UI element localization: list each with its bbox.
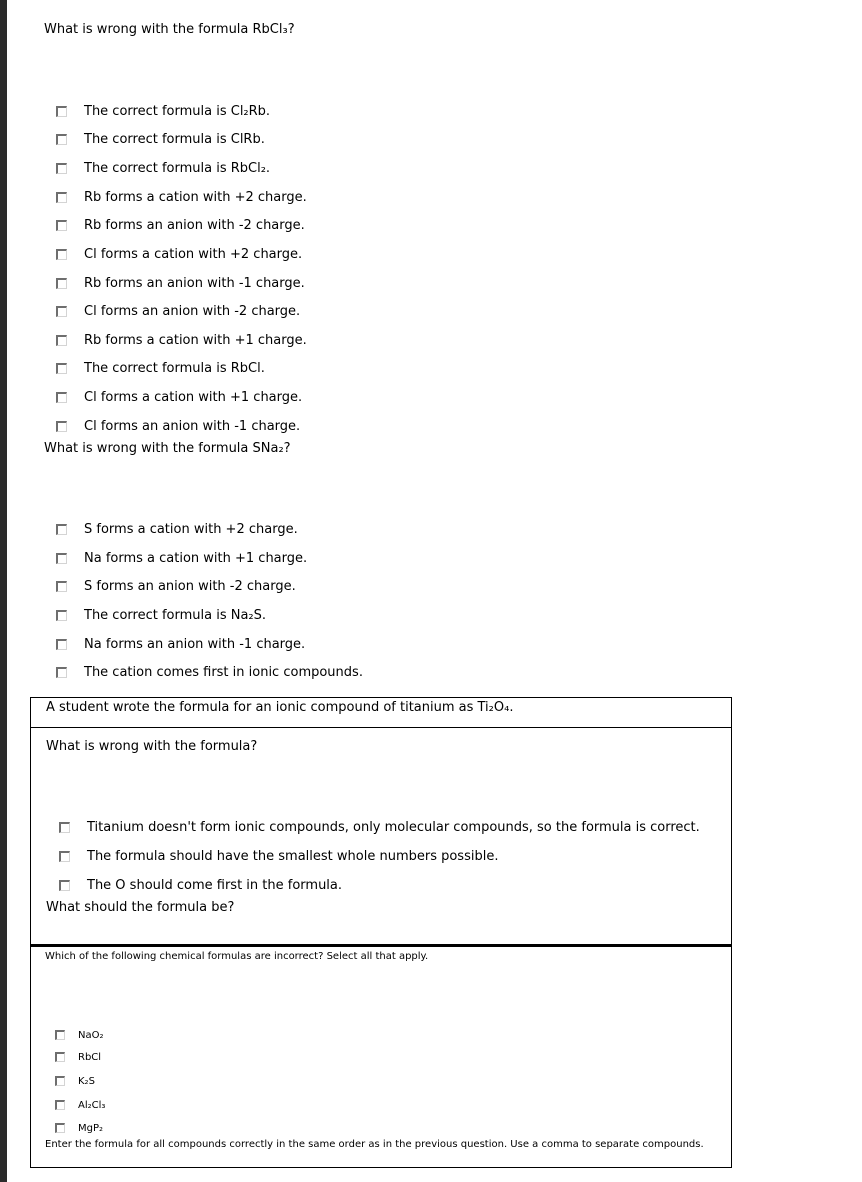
option-label: Na forms a cation with +1 charge. [84, 550, 308, 566]
checkbox[interactable] [56, 610, 67, 621]
checkbox[interactable] [56, 553, 67, 564]
question-4-followup: Enter the formula for all compounds correctly in the same order as in the previous question. Use a comma to separate compounds. [45, 1139, 704, 1150]
question-1-prompt: What is wrong with the formula RbCl₃? [44, 22, 295, 37]
q1-option-4[interactable] [56, 189, 307, 205]
checkbox[interactable] [56, 192, 67, 203]
option-label: The correct formula is RbCl. [84, 360, 265, 376]
checkbox[interactable] [56, 581, 67, 592]
checkbox[interactable] [55, 1052, 65, 1062]
option-label: The correct formula is RbCl₂. [84, 160, 271, 176]
option-label: Rb forms an anion with -2 charge. [84, 217, 305, 233]
checkbox[interactable] [56, 306, 67, 317]
checkbox[interactable] [56, 421, 67, 432]
q3-option-1[interactable] [59, 819, 700, 835]
q4-option-3[interactable] [55, 1073, 95, 1089]
q1-option-10[interactable] [56, 360, 265, 376]
option-label: Al₂Cl₃ [78, 1099, 106, 1111]
q4-option-1[interactable] [55, 1027, 104, 1043]
question-3-divider [30, 727, 732, 728]
q1-option-9[interactable] [56, 332, 307, 348]
option-label: Na forms an anion with -1 charge. [84, 636, 306, 652]
q1-option-11[interactable] [56, 389, 302, 405]
q1-option-3[interactable] [56, 160, 270, 176]
q2-option-2[interactable] [56, 550, 307, 566]
checkbox[interactable] [56, 278, 67, 289]
checkbox[interactable] [56, 163, 67, 174]
q2-option-1[interactable] [56, 521, 298, 537]
checkbox[interactable] [56, 363, 67, 374]
q1-option-7[interactable] [56, 275, 305, 291]
checkbox[interactable] [56, 667, 67, 678]
option-label: Rb forms an anion with -1 charge. [84, 275, 305, 291]
checkbox[interactable] [59, 880, 70, 891]
option-label: The cation comes first in ionic compounds. [84, 664, 363, 680]
option-label: K₂S [78, 1075, 95, 1087]
option-label: Titanium doesn't form ionic compounds, only molecular compounds, so the formula is correct. [87, 819, 700, 835]
option-label: Rb forms a cation with +1 charge. [84, 332, 307, 348]
question-4-box [30, 945, 732, 1168]
checkbox[interactable] [55, 1030, 65, 1040]
question-3-prompt: What is wrong with the formula? [46, 739, 258, 754]
q1-option-8[interactable] [56, 303, 300, 319]
q4-option-4[interactable] [55, 1097, 105, 1113]
checkbox[interactable] [56, 249, 67, 260]
option-label: The O should come first in the formula. [87, 877, 343, 893]
q1-option-2[interactable] [56, 131, 265, 147]
option-label: RbCl [78, 1051, 102, 1063]
checkbox[interactable] [56, 639, 67, 650]
checkbox[interactable] [59, 851, 70, 862]
option-label: S forms a cation with +2 charge. [84, 521, 298, 537]
q4-option-2[interactable] [55, 1049, 101, 1065]
option-label: Cl forms an anion with -1 charge. [84, 418, 301, 434]
question-3-followup: What should the formula be? [46, 900, 235, 915]
q1-option-12[interactable] [56, 418, 300, 434]
checkbox[interactable] [55, 1123, 65, 1133]
q2-option-4[interactable] [56, 607, 266, 623]
checkbox[interactable] [56, 392, 67, 403]
left-edge-bar [0, 0, 7, 1182]
option-label: The correct formula is Na₂S. [84, 607, 267, 623]
q1-option-5[interactable] [56, 217, 305, 233]
option-label: S forms an anion with -2 charge. [84, 578, 296, 594]
checkbox[interactable] [56, 106, 67, 117]
checkbox[interactable] [56, 524, 67, 535]
option-label: The correct formula is Cl₂Rb. [84, 103, 271, 119]
checkbox[interactable] [55, 1076, 65, 1086]
question-2-prompt: What is wrong with the formula SNa₂? [44, 441, 291, 456]
checkbox[interactable] [56, 134, 67, 145]
q1-option-6[interactable] [56, 246, 302, 262]
option-label: The correct formula is ClRb. [84, 131, 265, 147]
q1-option-1[interactable] [56, 103, 270, 119]
question-4-prompt: Which of the following chemical formulas are incorrect? Select all that apply. [45, 951, 429, 962]
q2-option-6[interactable] [56, 664, 363, 680]
option-label: NaO₂ [78, 1029, 104, 1041]
option-label: Rb forms a cation with +2 charge. [84, 189, 307, 205]
checkbox[interactable] [56, 335, 67, 346]
option-label: Cl forms an anion with -2 charge. [84, 303, 301, 319]
option-label: Cl forms a cation with +2 charge. [84, 246, 303, 262]
q3-option-3[interactable] [59, 877, 342, 893]
option-label: MgP₂ [78, 1122, 104, 1134]
q2-option-5[interactable] [56, 636, 305, 652]
q3-option-2[interactable] [59, 848, 498, 864]
checkbox[interactable] [56, 220, 67, 231]
option-label: Cl forms a cation with +1 charge. [84, 389, 303, 405]
checkbox[interactable] [59, 822, 70, 833]
question-3-header: A student wrote the formula for an ionic compound of titanium as Ti₂O₄. [46, 700, 514, 715]
option-label: The formula should have the smallest whole numbers possible. [87, 848, 499, 864]
q4-option-5[interactable] [55, 1120, 103, 1136]
q2-option-3[interactable] [56, 578, 296, 594]
checkbox[interactable] [55, 1100, 65, 1110]
